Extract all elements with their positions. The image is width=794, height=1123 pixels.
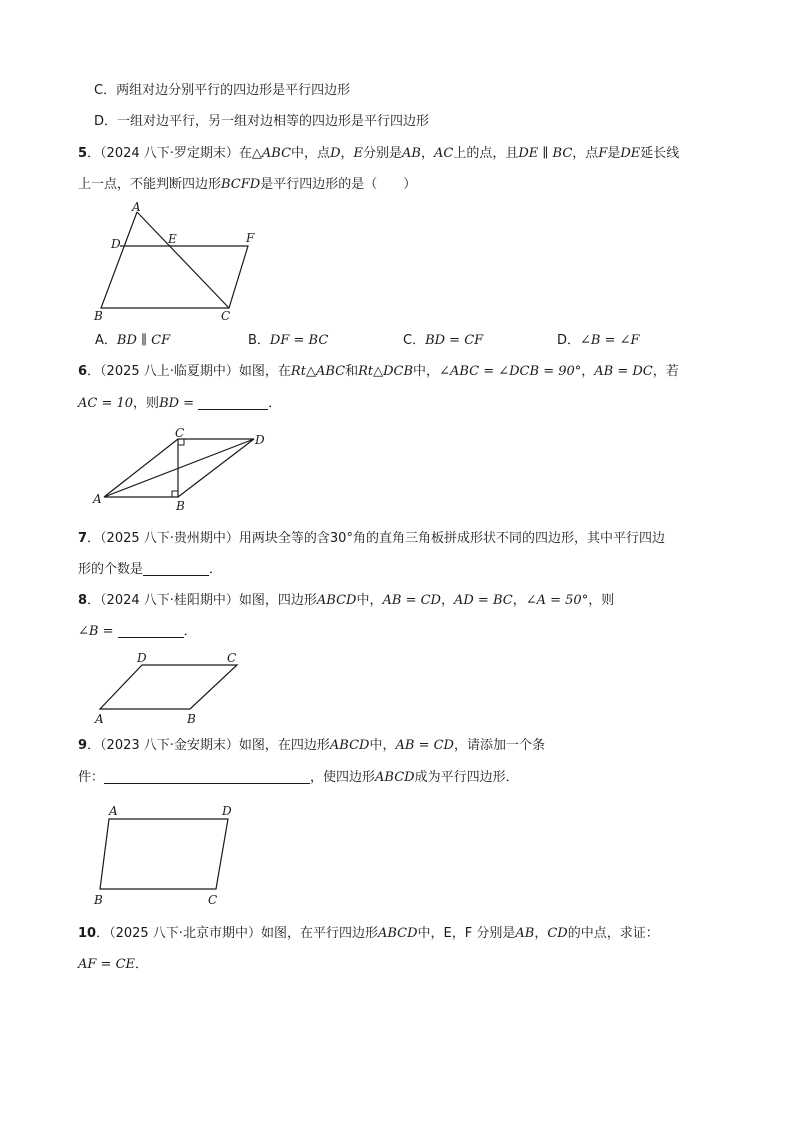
text: 中，	[413, 364, 440, 379]
text: ．	[268, 396, 282, 411]
point-label-b: B	[176, 499, 185, 513]
option-letter: C．	[403, 333, 426, 348]
q9-figure	[90, 800, 250, 910]
text: ．	[183, 624, 197, 639]
text: 的中点，求证：	[567, 926, 659, 941]
math: AB	[515, 926, 535, 941]
text: 是平行四边形的是（ ）	[260, 177, 417, 192]
question-source: ．（2023 八下·金安期末）	[87, 738, 239, 753]
text: 中，E，F 分别是	[417, 926, 516, 941]
answer-blank[interactable]	[198, 395, 268, 410]
point-label-a: A	[109, 804, 118, 818]
text: 上一点，不能判断四边形	[78, 177, 222, 192]
text: △	[305, 364, 316, 379]
q6-segment-ac	[104, 439, 178, 497]
text: ．	[209, 562, 223, 577]
math: BCFD	[221, 177, 261, 192]
answer-blank[interactable]	[118, 623, 184, 638]
text: 如图，在平行四边形	[260, 926, 378, 941]
answer-blank[interactable]	[104, 769, 310, 784]
math: AB = DC	[594, 364, 653, 379]
text: 在△	[238, 146, 262, 161]
q5-option-d	[557, 332, 640, 350]
point-label-b: B	[187, 712, 196, 726]
q6-segment-bd	[178, 439, 254, 497]
option-letter: B．	[248, 333, 270, 348]
q6-quadrilateral	[104, 439, 254, 497]
question-5-line-2	[78, 176, 416, 194]
point-label-a: A	[132, 200, 141, 214]
text: ，请添加一个条	[453, 738, 545, 753]
text: △	[373, 364, 384, 379]
question-number: 5	[78, 146, 88, 161]
text: 上的点，且	[453, 146, 519, 161]
math: Rt	[358, 364, 374, 379]
text: 分别是	[363, 146, 403, 161]
math: ∠A = 50°	[525, 593, 589, 608]
text: 是	[607, 146, 621, 161]
text: ，使四边形	[310, 770, 376, 785]
math: AC	[434, 146, 454, 161]
q5-option-b	[248, 332, 328, 350]
point-label-d: D	[255, 433, 265, 447]
q5-figure	[90, 200, 270, 325]
question-8-line-1	[78, 592, 614, 610]
question-5-line-1	[78, 145, 679, 163]
text: 形的个数是	[78, 562, 144, 577]
question-number: 7	[78, 531, 88, 546]
q9-quadrilateral	[100, 819, 228, 889]
question-6-line-2	[78, 395, 281, 413]
text: ，	[340, 146, 354, 161]
text: 中，	[369, 738, 396, 753]
math: ∠B = ∠F	[580, 333, 640, 348]
question-number: 6	[78, 364, 88, 379]
math: AB = CD	[382, 593, 441, 608]
math: ABCD	[329, 738, 370, 753]
text: 和	[345, 364, 359, 379]
text: ，则	[133, 396, 160, 411]
math: ∠ABC = ∠DCB = 90°	[439, 364, 582, 379]
math: AD = BC	[453, 593, 513, 608]
option-letter: A．	[95, 333, 117, 348]
q8-parallelogram	[100, 665, 237, 709]
q8-figure	[90, 648, 260, 728]
point-label-c: C	[175, 426, 185, 440]
q5-option-c	[403, 332, 483, 350]
option-c: C．两组对边分别平行的四边形是平行四边形	[94, 83, 351, 98]
q5-segment-ac	[137, 212, 229, 308]
question-7-line-2	[78, 561, 222, 579]
question-source: ．（2024 八下·桂阳期中）	[87, 593, 239, 608]
answer-blank[interactable]	[143, 561, 209, 576]
option-d: D．一组对边平行，另一组对边相等的四边形是平行四边形	[94, 114, 430, 129]
point-label-c: C	[208, 893, 218, 907]
math: BD = CF	[425, 333, 484, 348]
text: ，则	[588, 593, 615, 608]
text: 如图，在四边形	[238, 738, 330, 753]
text: 如图，在	[238, 364, 291, 379]
math: AC = 10	[78, 396, 134, 411]
text: 中，点	[291, 146, 331, 161]
text: ，点	[572, 146, 599, 161]
question-8-line-2	[78, 623, 197, 641]
math: ABC	[315, 364, 346, 379]
text: 如图，四边形	[238, 593, 317, 608]
question-source: ．（2025 八下·北京市期中）	[96, 926, 261, 941]
point-label-f: F	[246, 231, 255, 245]
question-10-line-1	[78, 925, 659, 943]
point-label-d: D	[111, 237, 121, 251]
math: ABC	[261, 146, 292, 161]
text: ，若	[652, 364, 679, 379]
question-source: ．（2025 八下·贵州期中）	[87, 531, 239, 546]
question-number: 9	[78, 738, 88, 753]
math: BD ∥ CF	[116, 333, 171, 348]
text: ，	[512, 593, 526, 608]
option-letter: D．	[557, 333, 581, 348]
math: BD =	[159, 396, 199, 411]
text: ．	[135, 957, 149, 972]
text: 中，	[356, 593, 383, 608]
point-label-c: C	[227, 651, 237, 665]
q6-figure	[90, 425, 280, 520]
math: F	[598, 146, 608, 161]
q5-option-a	[95, 332, 170, 350]
math: AF = CE	[78, 957, 136, 972]
question-9-line-1	[78, 737, 545, 755]
math: ABCD	[375, 770, 415, 785]
question-6-line-1	[78, 363, 679, 381]
point-label-e: E	[168, 232, 177, 246]
point-label-a: A	[93, 492, 102, 506]
text: 件：	[78, 770, 105, 785]
point-label-d: D	[137, 651, 147, 665]
question-7-line-1	[78, 530, 665, 548]
math: E	[353, 146, 364, 161]
text: 延长线	[640, 146, 680, 161]
text: 成为平行四边形．	[414, 770, 519, 785]
math: ABCD	[316, 593, 357, 608]
question-source: ．（2024 八下·罗定期末）	[87, 146, 239, 161]
question-number: 10	[78, 926, 97, 941]
question-9-line-2	[78, 769, 519, 787]
point-label-b: B	[94, 309, 103, 323]
text: ，	[440, 593, 454, 608]
math: AB = CD	[395, 738, 454, 753]
text: ，	[581, 364, 595, 379]
math: Rt	[290, 364, 306, 379]
question-source: ．（2025 八上·临夏期中）	[87, 364, 239, 379]
text: 用两块全等的含30°角的直角三角板拼成形状不同的四边形，其中平行四边	[238, 531, 665, 546]
text: ，	[420, 146, 434, 161]
question-number: 8	[78, 593, 88, 608]
math: DF = BC	[269, 333, 329, 348]
math: AB	[402, 146, 421, 161]
math: ∠B =	[78, 624, 118, 639]
q5-shape	[101, 212, 248, 308]
math: DCB	[383, 364, 414, 379]
math: DE ∥ BC	[518, 146, 573, 161]
point-label-a: A	[95, 712, 104, 726]
math: D	[330, 146, 341, 161]
math: DE	[620, 146, 641, 161]
text: ，	[534, 926, 548, 941]
point-label-b: B	[94, 893, 103, 907]
point-label-d: D	[222, 804, 232, 818]
question-10-line-2	[78, 956, 148, 974]
math: CD	[547, 926, 568, 941]
right-angle-mark-b	[172, 491, 178, 497]
math: ABCD	[377, 926, 418, 941]
point-label-c: C	[221, 309, 231, 323]
